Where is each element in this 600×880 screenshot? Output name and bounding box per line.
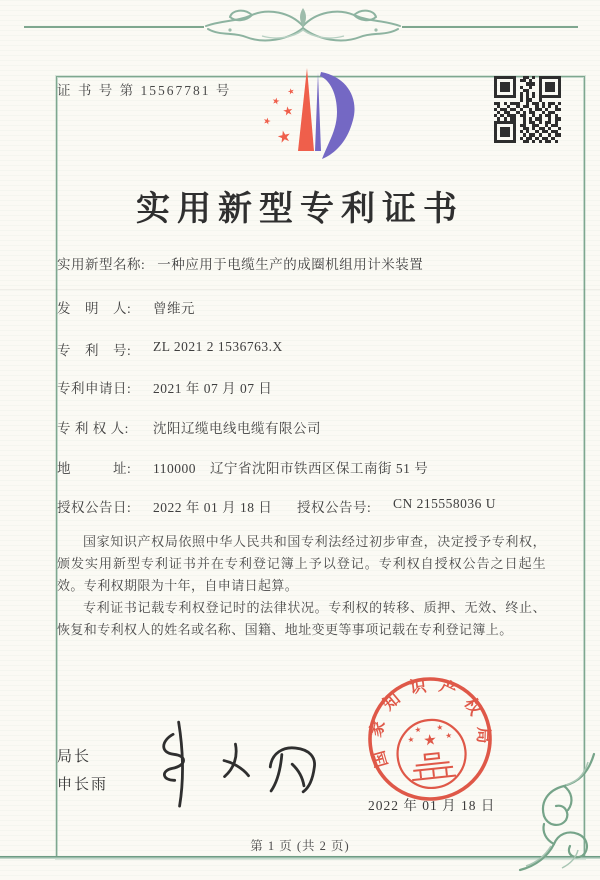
field-value: ZL 2021 2 1536763.X (153, 339, 283, 354)
field-label: 专 利 权 人: (57, 421, 129, 436)
field-label: 地 址: (57, 461, 132, 476)
field-row-patent-number (57, 339, 545, 359)
corner-flourish-icon (518, 752, 600, 878)
field-value: 曾维元 (153, 301, 195, 316)
legal-paragraph-1: 国家知识产权局依照中华人民共和国专利法经过初步审查，决定授予专利权，颁发实用新型专利证书并在专利登记簿上予以登记。专利权自授权公告之日起生效。专利权期限为十年，自申请日起算。 (57, 534, 546, 593)
svg-text:★: ★ (275, 125, 294, 148)
grant-number-group (297, 496, 496, 516)
bottom-rule (0, 856, 600, 859)
page-footer: 第 1 页 (共 2 页) (250, 839, 350, 853)
field-row-address (57, 457, 545, 477)
field-row-name (57, 253, 545, 273)
legal-paragraph-2: 专利证书记载专利权登记时的法律状况。专利权的转移、质押、无效、终止、恢复和专利权人的姓名或名称、国籍、地址变更等事项记载在专利登记簿上。 (57, 600, 546, 637)
field-row-patentee (57, 417, 545, 437)
signer-name: 申长雨 (57, 777, 109, 793)
top-flourish-ornament-icon (0, 0, 600, 54)
svg-text:★: ★ (281, 103, 295, 119)
svg-text:★: ★ (270, 96, 281, 108)
field-value: CN 215558036 U (393, 496, 497, 511)
field-value: 110000 辽宁省沈阳市铁西区保工南街 51 号 (153, 461, 429, 476)
field-value: 2022 年 01 月 18 日 (153, 500, 273, 515)
field-row-inventor (57, 297, 545, 317)
field-label: 授权公告号: (297, 500, 372, 515)
handwritten-signature-icon (138, 707, 341, 814)
field-value: 沈阳辽缆电线电缆有限公司 (153, 421, 321, 436)
field-label: 专利申请日: (57, 381, 132, 396)
svg-text:★: ★ (414, 724, 422, 735)
field-value: 一种应用于电缆生产的成圈机组用计米装置 (157, 257, 424, 272)
field-label: 授权公告日: (57, 500, 132, 515)
svg-text:★: ★ (286, 86, 296, 97)
qr-code (494, 76, 561, 143)
svg-text:★: ★ (444, 730, 453, 741)
national-emblem-icon (394, 717, 469, 792)
svg-text:★: ★ (407, 734, 415, 745)
field-row-filing-date (57, 377, 545, 397)
cnipa-logo-icon (245, 64, 365, 170)
paper-crease (0, 289, 600, 290)
field-label: 实用新型名称: (57, 257, 146, 272)
signer-title: 局长 (57, 749, 92, 765)
field-label: 专 利 号: (57, 343, 132, 358)
svg-text:★: ★ (436, 722, 444, 733)
field-value: 2021 年 07 月 07 日 (153, 381, 273, 396)
certificate-number: 证 书 号 第 15567781 号 (57, 83, 232, 98)
field-label: 发 明 人: (57, 301, 132, 316)
page-title: 实用新型专利证书 (136, 191, 464, 228)
seal-text: 国家知识产权局 (365, 674, 494, 770)
official-seal-icon (348, 657, 513, 822)
legal-text (57, 531, 546, 641)
svg-text:★: ★ (261, 116, 272, 128)
svg-text:★: ★ (422, 730, 438, 750)
grant-date-group (57, 496, 272, 516)
field-row-grant (57, 496, 545, 516)
seal-date: 2022 年 01 月 18 日 (368, 798, 496, 813)
